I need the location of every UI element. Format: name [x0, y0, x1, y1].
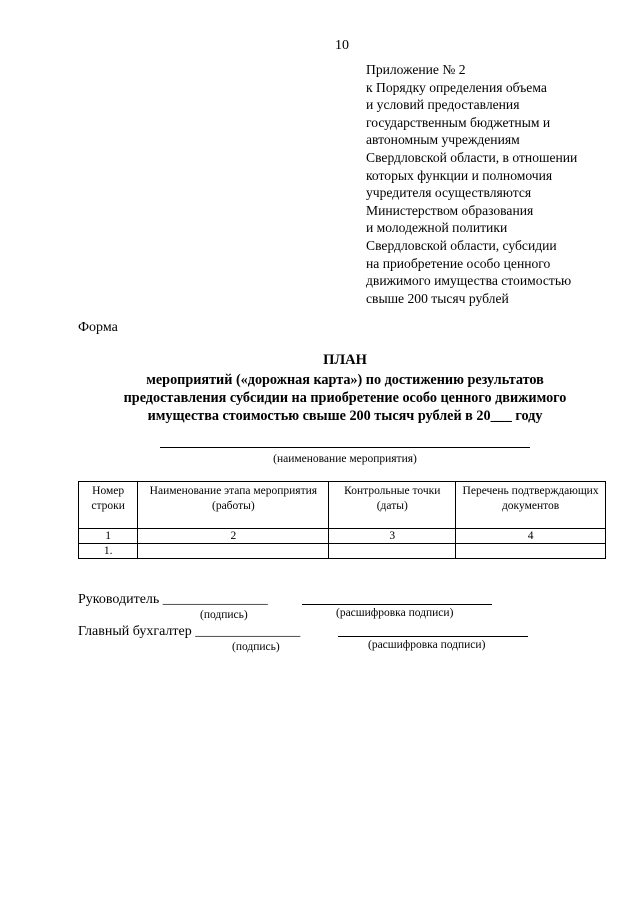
head-decoding-line — [302, 604, 492, 605]
header-stage-name: Наименование этапа мероприятия (работы) — [138, 482, 329, 529]
table-header-row — [79, 482, 606, 529]
table-cell — [456, 544, 606, 559]
plan-subtitle — [60, 371, 630, 425]
appendix-line: движимого имущества стоимостью — [366, 273, 572, 289]
table-cell: 4 — [456, 529, 606, 544]
header-documents: Перечень подтверждающих документов — [456, 482, 606, 529]
page-number: 10 — [335, 38, 349, 53]
event-name-field-line — [160, 447, 530, 448]
accountant-decoding-line — [338, 636, 528, 637]
table-cell: 2 — [138, 529, 329, 544]
appendix-line: и молодежной политики — [366, 220, 508, 236]
plan-subtitle-line: предоставления субсидии на приобретение особо ценного движимого — [123, 390, 567, 406]
appendix-line: государственным бюджетным и — [366, 114, 551, 130]
appendix-line: к Порядку определения объема — [366, 79, 547, 95]
plan-subtitle-line: имущества стоимостью свыше 200 тысяч рублей в 20___ году — [147, 408, 543, 424]
appendix-line: автономным учреждениям — [366, 132, 520, 148]
accountant-signature-caption: (подпись) — [232, 641, 280, 653]
table-cell: 3 — [329, 529, 456, 544]
table-cell: 1 — [79, 529, 138, 544]
appendix-line: которых функции и полномочия — [366, 167, 553, 183]
plan-title: ПЛАН — [323, 352, 367, 368]
appendix-line: свыше 200 тысяч рублей — [366, 290, 509, 306]
form-label: Форма — [78, 320, 118, 335]
table-cell: 1. — [79, 544, 138, 559]
plan-table — [78, 481, 606, 559]
table-cell — [329, 544, 456, 559]
appendix-block — [366, 61, 616, 307]
appendix-line: Приложение № 2 — [366, 62, 466, 77]
head-signature-caption: (подпись) — [200, 609, 248, 621]
head-signature-label: Руководитель _______________ — [78, 592, 268, 607]
accountant-decoding-caption: (расшифровка подписи) — [368, 639, 486, 651]
table-cell — [138, 544, 329, 559]
header-row-number: Номер строки — [79, 482, 138, 529]
appendix-line: Свердловской области, в отношении — [366, 149, 578, 165]
appendix-line: учредителя осуществляются — [366, 185, 532, 201]
header-checkpoints: Контрольные точки (даты) — [329, 482, 456, 529]
table-number-row — [79, 529, 606, 544]
appendix-line: и условий предоставления — [366, 97, 520, 113]
table-row — [79, 544, 606, 559]
accountant-signature-label: Главный бухгалтер _______________ — [78, 624, 301, 639]
event-name-caption: (наименование мероприятия) — [273, 453, 417, 465]
plan-subtitle-line: мероприятий («дорожная карта») по достижению результатов — [146, 372, 544, 388]
head-decoding-caption: (расшифровка подписи) — [336, 607, 454, 619]
appendix-line: Министерством образования — [366, 202, 534, 218]
appendix-line: на приобретение особо ценного — [366, 255, 551, 271]
appendix-line: Свердловской области, субсидии — [366, 237, 557, 253]
